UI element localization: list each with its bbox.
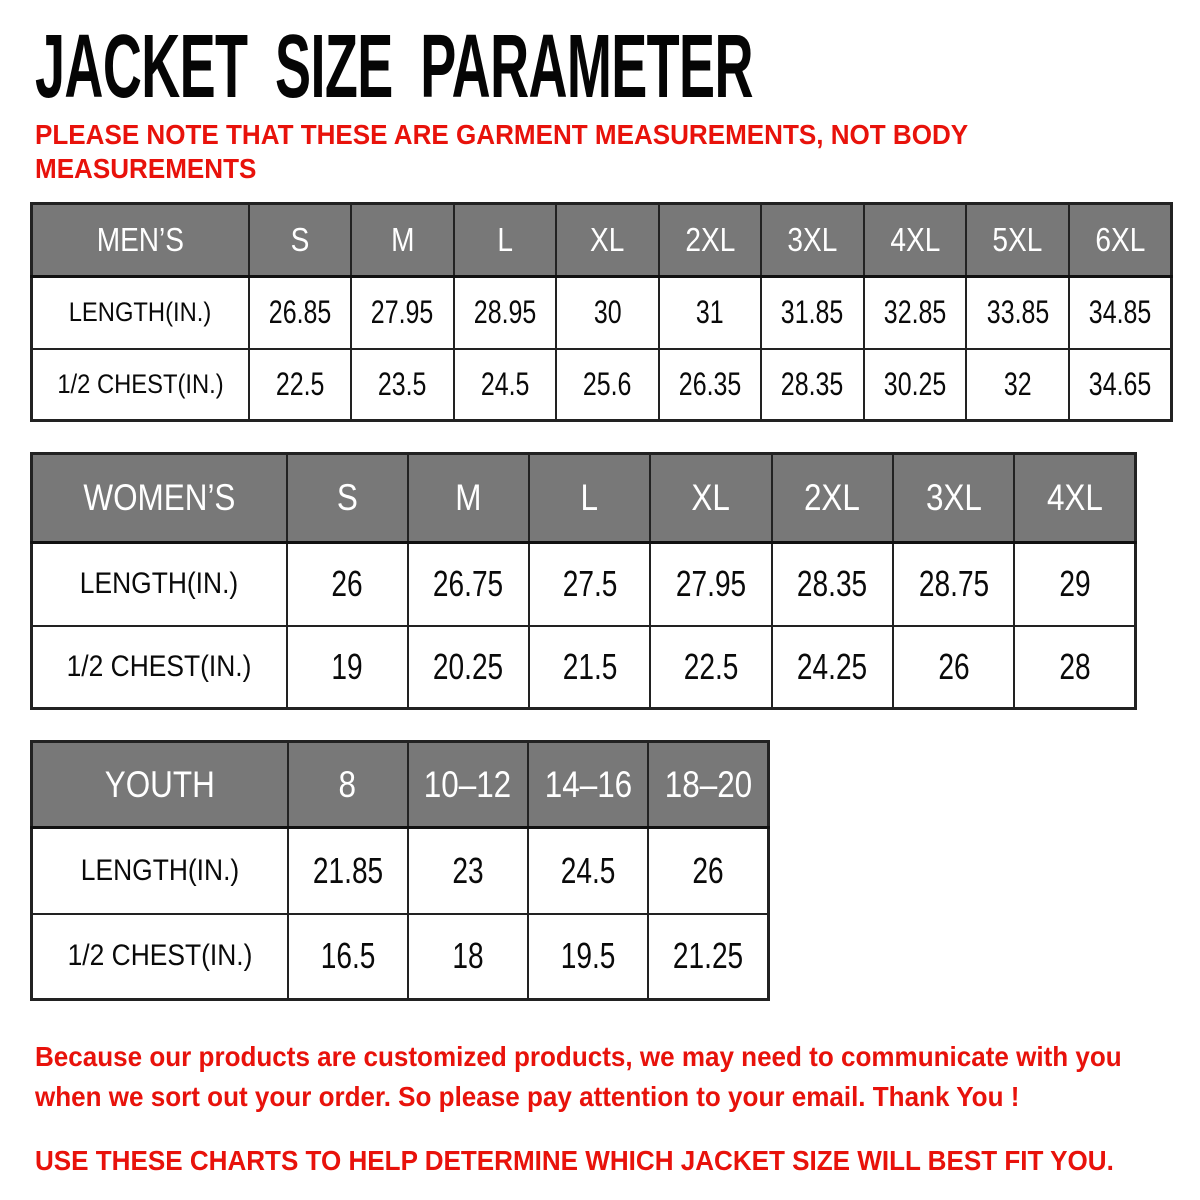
size-value-cell xyxy=(1014,543,1135,626)
page-title: JACKET SIZE PARAMETER xyxy=(35,17,753,117)
size-value-cell xyxy=(454,349,557,421)
size-value-cell xyxy=(529,543,650,626)
size-value-text: 27.5 xyxy=(562,563,618,605)
size-column-label: 2XL xyxy=(804,477,861,518)
usage-note xyxy=(35,1141,1200,1181)
size-value-text: 34.85 xyxy=(1088,294,1152,331)
size-column-header xyxy=(659,204,762,277)
size-value-cell xyxy=(650,543,771,626)
size-column-label: 3XL xyxy=(925,477,982,518)
size-value-cell xyxy=(351,277,454,349)
size-column-header xyxy=(864,204,967,277)
size-value-cell xyxy=(772,626,893,709)
size-column-header xyxy=(966,204,1069,277)
size-value-text: 18 xyxy=(452,935,484,977)
size-column-label: XL xyxy=(590,221,625,258)
size-value-text: 27.95 xyxy=(371,294,434,331)
measurement-row-label xyxy=(32,914,288,1000)
measurement-row xyxy=(32,543,1136,626)
size-column-header xyxy=(650,454,771,543)
size-value-text: 28.95 xyxy=(473,294,537,331)
size-column-label: S xyxy=(336,477,358,518)
size-column-label: L xyxy=(580,477,599,518)
size-column-label: 4XL xyxy=(1046,477,1103,518)
size-value-cell xyxy=(528,914,648,1000)
size-value-text: 33.85 xyxy=(986,294,1049,331)
mens-size-table xyxy=(30,202,1173,422)
measurement-row-label xyxy=(32,828,288,914)
size-header-row xyxy=(32,742,769,828)
size-column-label: M xyxy=(390,221,414,258)
size-column-header xyxy=(454,204,557,277)
size-value-cell xyxy=(1069,349,1172,421)
size-value-cell xyxy=(288,828,408,914)
measurement-row xyxy=(32,277,1172,349)
size-value-text: 28.35 xyxy=(797,563,868,605)
size-value-cell xyxy=(893,626,1014,709)
table-category-label: YOUTH xyxy=(104,763,215,805)
size-value-cell xyxy=(408,543,529,626)
size-value-cell xyxy=(966,349,1069,421)
size-value-text: 32 xyxy=(1003,365,1032,402)
size-value-cell xyxy=(648,914,768,1000)
size-value-cell xyxy=(249,277,352,349)
measurement-row-label xyxy=(32,626,287,709)
size-value-cell xyxy=(249,349,352,421)
size-value-cell xyxy=(454,277,557,349)
womens-size-table xyxy=(30,452,1137,710)
size-value-text: 24.25 xyxy=(797,645,868,687)
size-column-label: 18–20 xyxy=(664,763,752,805)
size-value-text: 16.5 xyxy=(320,935,375,977)
size-column-header xyxy=(1069,204,1172,277)
size-column-header xyxy=(1014,454,1135,543)
size-value-text: 26 xyxy=(331,563,363,605)
size-column-label: 6XL xyxy=(1094,221,1145,258)
size-column-label: 4XL xyxy=(890,221,941,258)
size-value-text: 23 xyxy=(452,849,484,891)
size-value-cell xyxy=(528,828,648,914)
size-value-text: 31 xyxy=(696,294,724,331)
size-column-header xyxy=(351,204,454,277)
size-value-cell xyxy=(659,349,762,421)
size-value-text: 29 xyxy=(1058,563,1091,605)
size-value-text: 22.5 xyxy=(275,365,325,402)
table-category-label: MEN’S xyxy=(96,221,184,258)
size-value-text: 23.5 xyxy=(378,365,427,402)
size-value-text: 34.65 xyxy=(1088,365,1152,402)
size-value-cell xyxy=(966,277,1069,349)
measurement-label-text: LENGTH(IN.) xyxy=(68,297,212,328)
size-value-cell xyxy=(772,543,893,626)
measurement-label-text: 1/2 CHEST(IN.) xyxy=(57,368,224,399)
size-value-text: 26.85 xyxy=(268,294,332,331)
size-column-label: M xyxy=(455,477,482,518)
measurement-label-text: LENGTH(IN.) xyxy=(80,567,239,601)
size-value-text: 26.35 xyxy=(678,365,742,402)
size-value-text: 26 xyxy=(937,645,970,687)
custom-order-note-line-2: when we sort out your order. So please pay attention to your email. Thank You ! xyxy=(35,1081,1020,1112)
table-category-header xyxy=(32,742,288,828)
size-value-text: 28 xyxy=(1058,645,1091,687)
size-value-text: 24.5 xyxy=(560,849,616,891)
size-value-cell xyxy=(287,543,408,626)
table-category-header xyxy=(32,454,287,543)
size-value-text: 19 xyxy=(331,645,363,687)
size-column-header xyxy=(408,454,529,543)
size-value-cell xyxy=(408,914,528,1000)
measurement-row xyxy=(32,626,1136,709)
garment-measurement-note xyxy=(35,118,1200,186)
size-header-row xyxy=(32,454,1136,543)
measurement-row-label xyxy=(32,543,287,626)
size-value-text: 28.75 xyxy=(918,563,989,605)
size-value-cell xyxy=(648,828,768,914)
size-tables-container xyxy=(30,202,1200,1001)
size-column-header xyxy=(288,742,408,828)
size-value-cell xyxy=(659,277,762,349)
size-value-cell xyxy=(556,349,659,421)
size-value-text: 28.35 xyxy=(781,365,844,402)
size-column-header xyxy=(249,204,352,277)
size-column-header xyxy=(287,454,408,543)
size-value-cell xyxy=(761,349,864,421)
usage-note-line: USE THESE CHARTS TO HELP DETERMINE WHICH JACKET SIZE WILL BEST FIT YOU. xyxy=(35,1145,1114,1176)
size-value-text: 24.5 xyxy=(480,365,530,402)
size-value-text: 21.85 xyxy=(312,849,383,891)
size-column-header xyxy=(761,204,864,277)
size-value-text: 22.5 xyxy=(683,645,739,687)
size-column-header xyxy=(648,742,768,828)
size-value-text: 32.85 xyxy=(883,294,947,331)
size-column-label: L xyxy=(497,221,513,258)
measurement-row xyxy=(32,349,1172,421)
size-value-cell xyxy=(893,543,1014,626)
custom-order-note-line-1: Because our products are customized products, we may need to communicate with you xyxy=(35,1041,1122,1072)
size-value-text: 30.25 xyxy=(883,365,947,402)
size-value-text: 26.75 xyxy=(433,563,504,605)
size-header-row xyxy=(32,204,1172,277)
size-column-header xyxy=(529,454,650,543)
size-column-label: 5XL xyxy=(992,221,1043,258)
size-value-cell xyxy=(556,277,659,349)
size-column-header xyxy=(772,454,893,543)
size-value-cell xyxy=(761,277,864,349)
size-value-cell xyxy=(408,828,528,914)
measurement-row xyxy=(32,828,769,914)
size-column-label: 3XL xyxy=(787,221,838,258)
size-column-header xyxy=(528,742,648,828)
measurement-label-text: 1/2 CHEST(IN.) xyxy=(66,649,252,683)
size-value-text: 25.6 xyxy=(583,365,632,402)
measurement-row xyxy=(32,914,769,1000)
size-column-label: 10–12 xyxy=(424,763,512,805)
size-value-cell xyxy=(864,349,967,421)
size-value-text: 21.5 xyxy=(562,645,618,687)
size-value-cell xyxy=(529,626,650,709)
size-value-cell xyxy=(864,277,967,349)
size-value-cell xyxy=(288,914,408,1000)
size-column-label: 14–16 xyxy=(544,763,632,805)
measurement-row-label xyxy=(32,277,249,349)
size-value-text: 31.85 xyxy=(781,294,844,331)
size-value-cell xyxy=(650,626,771,709)
size-column-label: S xyxy=(290,221,310,258)
measurement-label-text: 1/2 CHEST(IN.) xyxy=(67,939,253,973)
size-value-cell xyxy=(351,349,454,421)
custom-order-note xyxy=(35,1037,1200,1117)
size-value-text: 19.5 xyxy=(560,935,616,977)
size-column-label: XL xyxy=(691,477,731,518)
note-line-2: MEASUREMENTS xyxy=(35,153,257,184)
size-value-text: 20.25 xyxy=(433,645,504,687)
size-value-text: 30 xyxy=(593,294,622,331)
note-line-1: PLEASE NOTE THAT THESE ARE GARMENT MEASUREMENTS, NOT BODY xyxy=(35,119,969,150)
size-value-text: 21.25 xyxy=(672,935,744,977)
measurement-row-label xyxy=(32,349,249,421)
table-category-header xyxy=(32,204,249,277)
size-column-header xyxy=(893,454,1014,543)
size-value-cell xyxy=(1014,626,1135,709)
size-value-cell xyxy=(408,626,529,709)
measurement-label-text: LENGTH(IN.) xyxy=(80,853,239,887)
size-column-label: 2XL xyxy=(684,221,735,258)
size-value-cell xyxy=(1069,277,1172,349)
size-column-label: 8 xyxy=(338,763,357,805)
size-value-text: 27.95 xyxy=(675,563,747,605)
youth-size-table xyxy=(30,740,770,1001)
size-column-header xyxy=(408,742,528,828)
table-category-label: WOMEN’S xyxy=(83,477,236,518)
size-value-cell xyxy=(287,626,408,709)
size-value-text: 26 xyxy=(692,849,724,891)
size-column-header xyxy=(556,204,659,277)
